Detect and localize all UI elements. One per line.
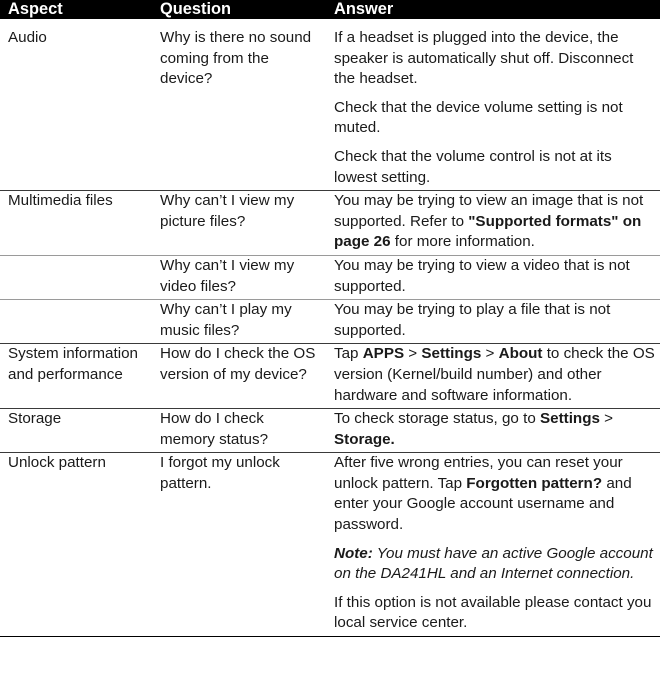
- answer-cell: [326, 255, 660, 299]
- answer-text-part: for more information.: [390, 233, 535, 251]
- aspect-cell: [0, 344, 152, 409]
- question-text: How do I check memory status?: [160, 410, 269, 448]
- answer-text: Check that the device volume setting is not muted.: [334, 98, 623, 137]
- answer-text-part: Tap: [334, 345, 363, 363]
- header-question: Question: [152, 0, 326, 19]
- question-cell: [152, 300, 326, 344]
- answer-text: [334, 409, 656, 452]
- answer-cell: [326, 344, 660, 409]
- table-row: [0, 191, 660, 256]
- note-body: You must have an active Google account on the DA241HL and an Internet connection.: [334, 544, 653, 583]
- table-header: [0, 0, 660, 19]
- table-row: [0, 300, 660, 344]
- question-text: Why can’t I view my picture files?: [160, 192, 295, 230]
- aspect-cell: [0, 19, 152, 191]
- table-row: [0, 19, 660, 191]
- answer-text-part: to check the OS version (Kernel/build number) and other hardware and software information.: [334, 345, 655, 404]
- menu-storage: Storage.: [334, 430, 395, 448]
- page-reference: "Supported formats" on page 26: [334, 212, 642, 251]
- question-cell: [152, 344, 326, 409]
- answer-text: You may be trying to view a video that is not supported.: [334, 256, 630, 295]
- aspect-cell: [0, 453, 152, 637]
- answer-text: [334, 453, 656, 535]
- answer-cell: [326, 300, 660, 344]
- note-label: Note:: [334, 544, 373, 562]
- answer-text: [334, 191, 656, 255]
- answer-text: [334, 344, 656, 408]
- aspect-text: Storage: [8, 410, 62, 428]
- question-text: I forgot my unlock pattern.: [160, 454, 280, 492]
- answer-text-part: You may be trying to view an image that is not supported. Refer to: [334, 192, 644, 230]
- answer-text: Check that the volume control is not at its lowest setting.: [334, 147, 612, 186]
- answer-cell: [326, 409, 660, 453]
- header-row: [0, 0, 660, 19]
- question-cell: [152, 19, 326, 191]
- table-row: [0, 453, 660, 637]
- question-cell: [152, 453, 326, 637]
- question-text: How do I check the OS version of my device?: [160, 345, 316, 383]
- answer-text: If this option is not available please contact you local service center.: [334, 593, 652, 632]
- aspect-text: Unlock pattern: [8, 454, 106, 472]
- question-text: Why can’t I play my music files?: [160, 301, 292, 339]
- answer-text-part: and enter your Google account username and password.: [334, 474, 632, 534]
- answer-text-part: >: [481, 345, 499, 363]
- header-answer: Answer: [326, 0, 660, 19]
- aspect-cell: [0, 409, 152, 453]
- question-cell: [152, 191, 326, 256]
- table-row: [0, 409, 660, 453]
- table-row: [0, 255, 660, 299]
- forgotten-pattern-label: Forgotten pattern?: [466, 474, 603, 492]
- aspect-text: Audio: [8, 29, 47, 46]
- answer-cell: [326, 191, 660, 256]
- header-aspect: Aspect: [0, 0, 152, 19]
- question-text: Why is there no sound coming from the device?: [160, 29, 312, 88]
- answer-text-part: >: [599, 410, 614, 428]
- question-cell: [152, 409, 326, 453]
- answer-text-part: >: [404, 345, 422, 363]
- answer-text: If a headset is plugged into the device, the speaker is automatically shut off. Disconnect the headset.: [334, 29, 634, 88]
- aspect-text: Multimedia files: [8, 192, 113, 210]
- aspect-text: System information and performance: [8, 345, 138, 383]
- table-row: [0, 344, 660, 409]
- note-text: [334, 544, 656, 585]
- aspect-cell: [0, 255, 152, 299]
- menu-settings: Settings: [421, 345, 482, 363]
- aspect-cell: [0, 191, 152, 256]
- question-cell: [152, 255, 326, 299]
- answer-cell: [326, 19, 660, 191]
- menu-settings: Settings: [540, 410, 600, 428]
- aspect-cell: [0, 300, 152, 344]
- menu-about: About: [498, 345, 543, 363]
- answer-text-part: After five wrong entries, you can reset your unlock pattern. Tap: [334, 454, 623, 492]
- answer-text-part: To check storage status, go to: [334, 410, 540, 428]
- question-text: Why can’t I view my video files?: [160, 256, 295, 295]
- answer-cell: [326, 453, 660, 637]
- menu-apps: APPS: [362, 345, 405, 363]
- answer-text: You may be trying to play a file that is not supported.: [334, 301, 611, 339]
